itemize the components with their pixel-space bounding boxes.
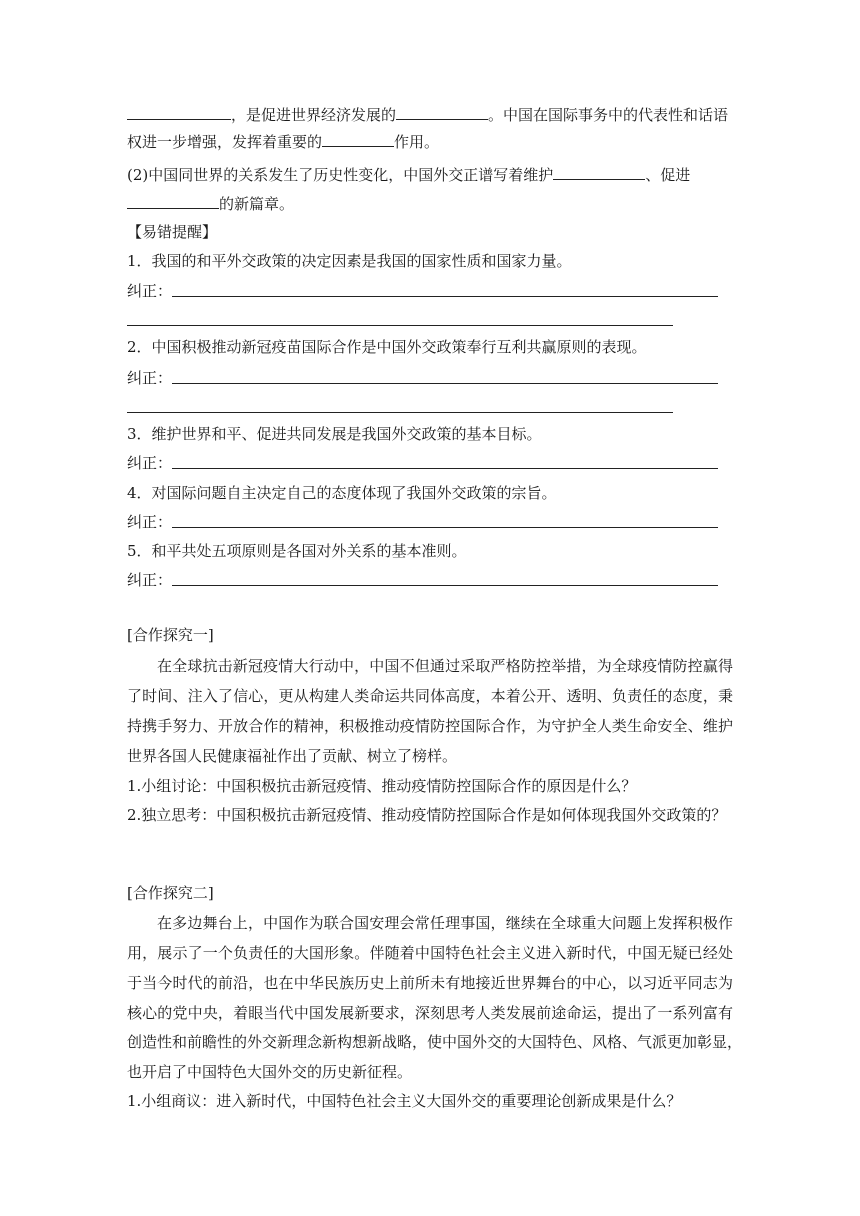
inquiry-1-title: [合作探究一] [127,626,214,644]
correction-line[interactable] [172,527,718,528]
answer-blank[interactable] [322,131,394,147]
correction-line[interactable] [127,325,673,326]
answer-blank[interactable] [396,104,488,120]
correction-line[interactable] [127,412,673,413]
correction-line[interactable] [172,468,718,469]
inquiry-2-para-line: 核心的党中央，着眼当代中国发展新要求，深刻思考人类发展前途命运，提出了一系列富有 [127,1004,733,1022]
inquiry-1-question-1: 1.小组讨论：中国积极抗击新冠疫情、推动疫情防控国际合作的原因是什么？ [127,777,637,795]
correction-line[interactable] [172,296,718,297]
text-segment: 、促进 [645,166,691,184]
text-segment: 作用。 [394,133,440,151]
inquiry-2-question-1: 1.小组商议：进入新时代，中国特色社会主义大国外交的重要理论创新成果是什么？ [127,1092,682,1110]
correction-line[interactable] [172,585,718,586]
text-segment: 权进一步增强，发挥着重要的 [127,133,323,151]
reminder-heading: 【易错提醒】 [127,223,218,241]
correction-label: 纠正： [127,571,173,589]
inquiry-2-title: [合作探究二] [127,884,214,902]
reminder-item-4: 4．对国际问题自主决定自己的态度体现了我国外交政策的宗旨。 [127,484,557,502]
text-segment: ，是促进世界经济发展的 [231,106,397,124]
fill-line-2 [127,131,439,152]
text-segment: (2)中国同世界的关系发生了历史性变化，中国外交正谱写着维护 [127,166,554,184]
inquiry-2-para-line: 在多边舞台上，中国作为联合国安理会常任理事国，继续在全球重大问题上发挥积极作 [157,914,733,932]
reminder-item-3: 3．维护世界和平、促进共同发展是我国外交政策的基本目标。 [127,425,542,443]
reminder-item-5: 5．和平共处五项原则是各国对外关系的基本准则。 [127,542,467,560]
inquiry-1-para-line: 世界各国人民健康福祉作出了贡献、树立了榜样。 [127,747,458,765]
correction-label: 纠正： [127,513,173,531]
fill-line-4 [127,193,294,214]
text-segment: 的新篇章。 [219,195,295,213]
inquiry-1-para-line: 持携手努力、开放合作的精神，积极推动疫情防控国际合作，为守护全人类生命安全、维护 [127,717,733,735]
correction-label: 纠正： [127,454,173,472]
answer-blank[interactable] [127,193,219,209]
reminder-item-1: 1．我国的和平外交政策的决定因素是我国的国家性质和国家力量。 [127,252,572,270]
inquiry-2-para-line: 创造性和前瞻性的外交新理念新构想新战略，使中国外交的大国特色、风格、气派更加彰显， [127,1033,743,1051]
answer-blank[interactable] [553,164,645,180]
inquiry-1-question-2: 2.独立思考：中国积极抗击新冠疫情、推动疫情防控国际合作是如何体现我国外交政策的？ [127,806,727,824]
inquiry-1-para-line: 在全球抗击新冠疫情大行动中，中国不但通过采取严格防控举措，为全球疫情防控赢得 [157,657,733,675]
inquiry-2-para-line: 于当今时代的前沿，也在中华民族历史上前所未有地接近世界舞台的中心，以习近平同志为 [127,974,733,992]
fill-line-1 [127,104,728,125]
fill-line-3 [127,164,690,185]
correction-line[interactable] [172,383,718,384]
correction-label: 纠正： [127,282,173,300]
reminder-item-2: 2．中国积极推动新冠疫苗国际合作是中国外交政策奉行互利共赢原则的表现。 [127,338,647,356]
answer-blank[interactable] [127,104,231,120]
inquiry-1-para-line: 了时间、注入了信心，更从构建人类命运共同体高度，本着公开、透明、负责任的态度，秉 [127,687,733,705]
inquiry-2-para-line: 用，展示了一个负责任的大国形象。伴随着中国特色社会主义进入新时代，中国无疑已经处 [127,944,733,962]
inquiry-2-para-line: 也开启了中国特色大国外交的历史新征程。 [127,1063,413,1081]
correction-label: 纠正： [127,369,173,387]
text-segment: 。中国在国际事务中的代表性和话语 [488,106,729,124]
